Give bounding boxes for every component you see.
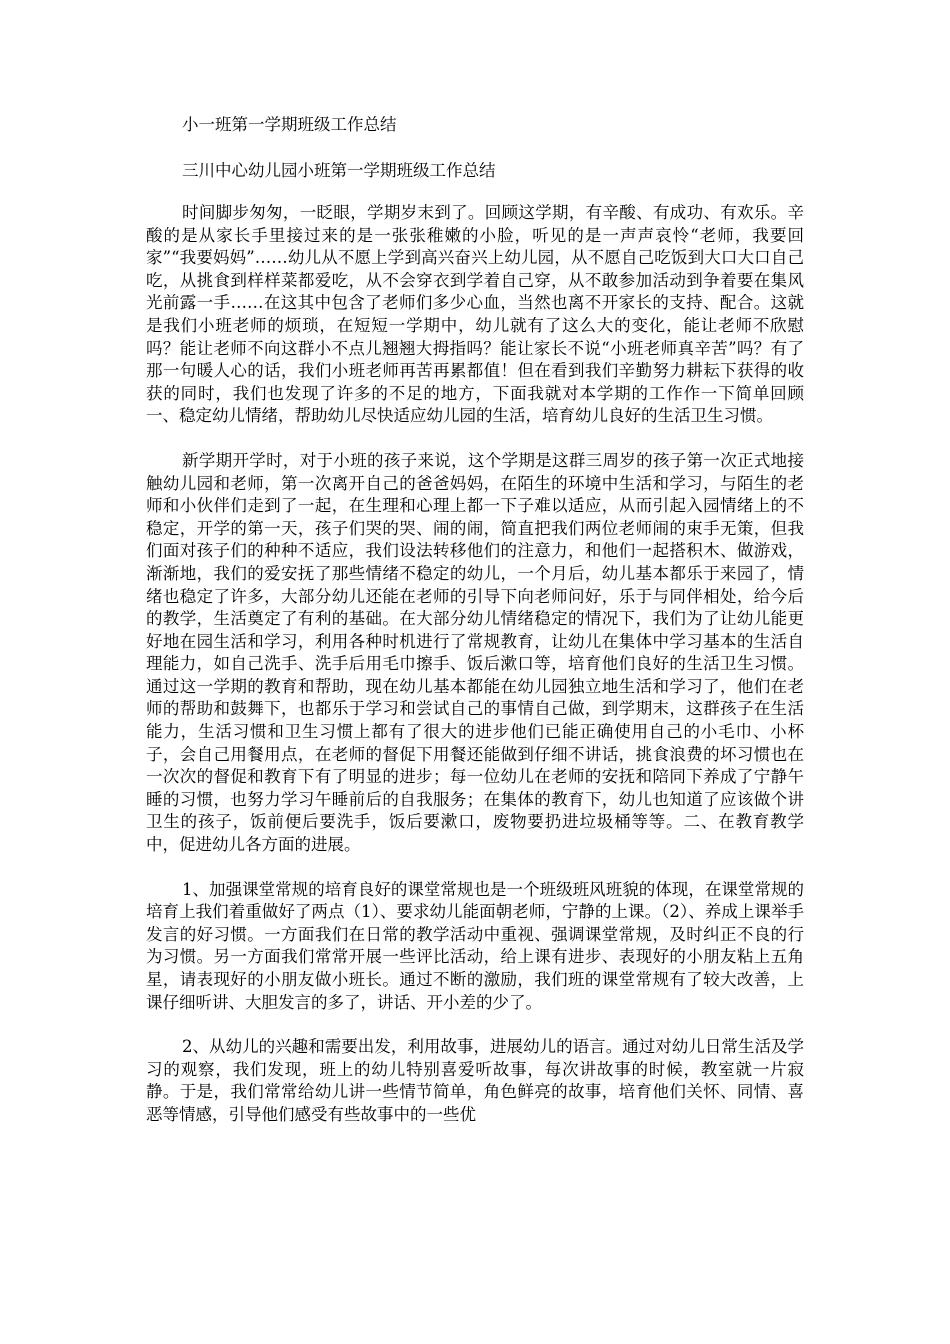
paragraph-classroom-routine: 1、加强课堂常规的培育良好的课堂常规也是一个班级班风班貌的体现，在课堂常规的培育上我们着重做好了两点（1）、要求幼儿能面朝老师，宁静的上课。（2）、养成上课举手发言的好习惯。一方面我们在日常的教学活动中重视、强调课堂常规，及时纠正不良的行为习惯。另一方面我们常常开展一些评比活动，给上课有进步、表现好的小朋友粘上五角星，请表现好的小朋友做小班长。通过不断的激励，我们班的课堂常规有了较大改善，上课仔细听讲、大胆发言的多了，讲话、开小差的少了。	[146, 879, 804, 1012]
document-body	[146, 112, 804, 1149]
paragraph-intro: 时间脚步匆匆，一眨眼，学期岁末到了。回顾这学期，有辛酸、有成功、有欢乐。辛酸的是从家长手里接过来的是一张张稚嫩的小脸，听见的是一声声哀怜“老师，我要回家”“我要妈妈”……幼儿从不愿上学到高兴奋兴上幼儿园，从不愿自己吃饭到大口大口自己吃，从挑食到样样菜都爱吃，从不会穿衣到学着自己穿，从不敢参加活动到争着要在集风光前露一手……在这其中包含了老师们多少心血，当然也离不开家长的支持、配合。这就是我们小班老师的烦琐，在短短一学期中，幼儿就有了这么大的变化，能让老师不欣慰吗？能让老师不向这群小不点儿翘翘大拇指吗？能让家长不说“小班老师真辛苦”吗？有了那一句暖人心的话，我们小班老师再苦再累都值！但在看到我们辛勤努力耕耘下获得的收获的同时，我们也发现了许多的不足的地方，下面我就对本学期的工作作一下简单回顾一、稳定幼儿情绪，帮助幼儿尽快适应幼儿园的生活，培育幼儿良好的生活卫生习惯。	[146, 203, 804, 426]
paragraph-storytelling: 2、从幼儿的兴趣和需要出发，利用故事，进展幼儿的语言。通过对幼儿日常生活及学习的观察，我们发现，班上的幼儿特别喜爱听故事，每次讲故事的时候，教室就一片寂静。于是，我们常常给幼儿讲一些情节简单，角色鲜亮的故事，培育他们关怀、同情、喜恶等情感，引导他们感受有些故事中的一些优	[146, 1037, 804, 1124]
document-subtitle: 三川中心幼儿园小班第一学期班级工作总结	[182, 161, 496, 180]
paragraph-emotion-stability: 新学期开学时，对于小班的孩子来说，这个学期是这群三周岁的孩子第一次正式地接触幼儿园和老师，第一次离开自己的爸爸妈妈，在陌生的环境中生活和学习，与陌生的老师和小伙伴们走到了一起，在生理和心理上都一下子难以适应，从而引起入园情绪上的不稳定，开学的第一天，孩子们哭的哭、闹的闹，简直把我们两位老师闹的束手无策，但我们面对孩子们的种种不适应，我们设法转移他们的注意力，和他们一起搭积木、做游戏，渐渐地，我们的爱安抚了那些情绪不稳定的幼儿，一个月后，幼儿基本都乐于来园了，情绪也稳定了许多，大部分幼儿还能在老师的引导下向老师问好，乐于与同伴相处，给今后的教学，生活奠定了有利的基础。在大部分幼儿情绪稳定的情况下，我们为了让幼儿能更好地在园生活和学习，利用各种时机进行了常规教育，让幼儿在集体中学习基本的生活自理能力，如自己洗手、洗手后用毛巾擦手、饭后漱口等，培育他们良好的生活卫生习惯。通过这一学期的教育和帮助，现在幼儿基本都能在幼儿园独立地生活和学习了，他们在老师的帮助和鼓舞下，也都乐于学习和尝试自己的事情自己做，到学期末，这群孩子在生活能力，生活习惯和卫生习惯上都有了很大的进步他们已能正确使用自己的小毛巾、小杯子，会自己用餐用点，在老师的督促下用餐还能做到仔细不讲话，挑食浪费的坏习惯也在一次次的督促和教育下有了明显的进步；每一位幼儿在老师的安抚和陪同下养成了宁静午睡的习惯，也努力学习午睡前后的自我服务；在集体的教育下，幼儿也知道了应该做个讲卫生的孩子，饭前便后要洗手，饭后要漱口，废物要扔进垃圾桶等等。二、在教育教学中，促进幼儿各方面的进展。	[146, 450, 804, 855]
document-title: 小一班第一学期班级工作总结	[182, 115, 397, 134]
